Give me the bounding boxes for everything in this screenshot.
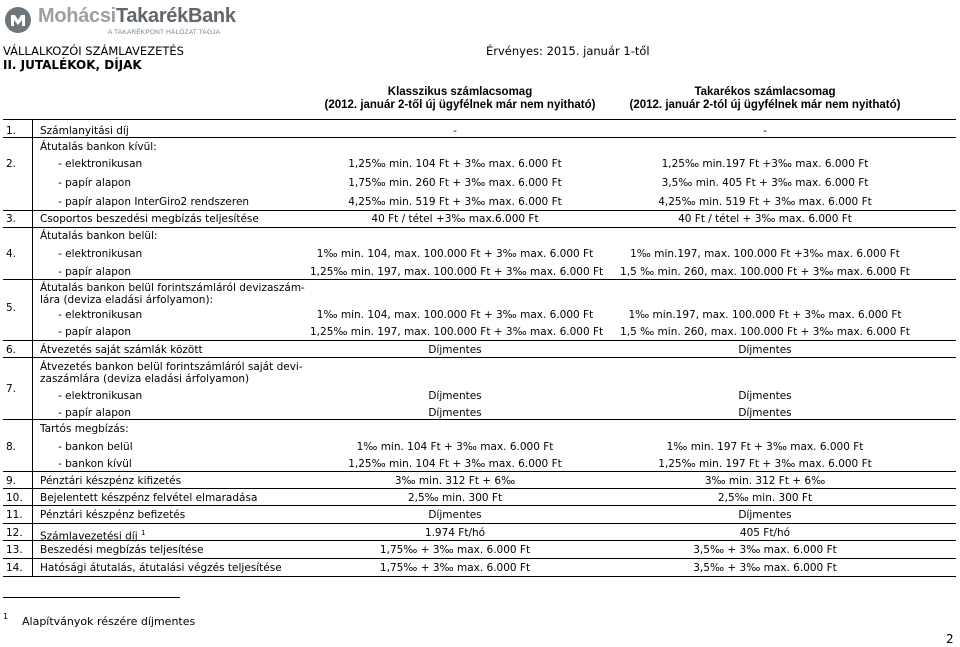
row-number: 12. [6, 527, 23, 539]
klasszikus-value: 1,25‰ min. 104 Ft + 3‰ max. 6.000 Ft [348, 458, 562, 470]
row-divider [3, 210, 956, 211]
row-label: Átvezetés saját számlák között [40, 344, 203, 356]
row-number: 14. [6, 562, 23, 574]
takarekos-value: 1,5 ‰ min. 260, max. 100.000 Ft + 3‰ max. 6.000 Ft [620, 266, 910, 278]
row-number: 10. [6, 492, 23, 504]
row-divider [3, 279, 956, 280]
klasszikus-value: 40 Ft / tétel +3‰ max.6.000 Ft [371, 213, 539, 225]
sub-label: - elektronikusan [58, 158, 143, 170]
row-divider [3, 540, 956, 541]
takarekos-value: 3,5‰ + 3‰ max. 6.000 Ft [693, 562, 837, 574]
takarekos-value: 1‰ min. 197 Ft + 3‰ max. 6.000 Ft [666, 441, 864, 453]
klasszikus-value: 1‰ min. 104, max. 100.000 Ft + 3‰ max. 6.000 Ft [316, 248, 594, 260]
takarekos-value: 405 Ft/hó [739, 527, 791, 539]
takarekos-value: - [763, 125, 767, 137]
row-label: zaszámlára (deviza eladási árfolyamon) [40, 373, 250, 385]
klasszikus-value: Díjmentes [428, 509, 482, 521]
klasszikus-value: 1.974 Ft/hó [424, 527, 486, 539]
sub-label: - elektronikusan [58, 309, 143, 321]
row-number: 13. [6, 544, 23, 556]
row-number: 8. [6, 441, 17, 453]
klasszikus-value: 1,25‰ min. 197, max. 100.000 Ft + 3‰ max. 6.000 Ft [310, 266, 604, 278]
klasszikus-value: Díjmentes [428, 407, 482, 419]
number-column-divider [32, 119, 33, 577]
row-divider [3, 488, 956, 489]
row-divider [3, 505, 956, 506]
klasszikus-value: 1,75‰ min. 260 Ft + 3‰ max. 6.000 Ft [348, 177, 562, 189]
row-label: Pénztári készpénz befizetés [40, 509, 186, 521]
row-label: Tartós megbízás: [40, 423, 129, 435]
row-label: Számlanyitási díj [40, 125, 129, 137]
bank-logo-icon [4, 6, 32, 34]
row-label: Bejelentett készpénz felvétel elmaradása [40, 492, 258, 504]
row-label: Átutalás bankon belül forintszámláról devizaszám- [40, 282, 305, 294]
sub-label: - bankon belül [58, 441, 133, 453]
footnote-text: Alapítványok részére díjmentes [22, 615, 196, 628]
takarekos-value: 3‰ min. 312 Ft + 6‰ [704, 475, 826, 487]
takarekos-value: 1,5 ‰ min. 260, max. 100.000 Ft + 3‰ max. 6.000 Ft [620, 326, 910, 338]
sub-label: - elektronikusan [58, 390, 143, 402]
takarekos-value: Díjmentes [738, 509, 792, 521]
brand-tagline: A TAKARÉKPONT HÁLÓZAT TAGJA [108, 29, 221, 36]
takarekos-value: 1,25‰ min.197 Ft +3‰ max. 6.000 Ft [661, 158, 869, 170]
klasszikus-value: 1,75‰ + 3‰ max. 6.000 Ft [379, 562, 531, 574]
table-bottom-rule [3, 576, 956, 577]
row-divider [3, 227, 956, 228]
sub-label: - papír alapon [58, 177, 131, 189]
row-number: 9. [6, 475, 17, 487]
row-divider [3, 471, 956, 472]
sub-label: - bankon kívül [58, 458, 132, 470]
sub-label: - papír alapon InterGiro2 rendszeren [58, 196, 250, 208]
klasszikus-value: Díjmentes [428, 390, 482, 402]
doc-section-title: II. JUTALÉKOK, DÍJAK [3, 58, 142, 72]
row-number: 3. [6, 213, 17, 225]
sub-label: - papír alapon [58, 407, 131, 419]
row-divider [3, 137, 956, 138]
footnote-separator [3, 597, 180, 598]
klasszikus-value: 1‰ min. 104 Ft + 3‰ max. 6.000 Ft [356, 441, 554, 453]
klasszikus-value: 1,25‰ min. 104 Ft + 3‰ max. 6.000 Ft [348, 158, 562, 170]
row-label: Átutalás bankon kívül: [40, 141, 157, 153]
row-number: 7. [6, 383, 17, 395]
row-number: 1. [6, 125, 17, 137]
row-divider [3, 523, 956, 524]
row-number: 2. [6, 158, 17, 170]
takarekos-value: Díjmentes [738, 407, 792, 419]
row-divider [3, 419, 956, 420]
takarekos-value: 3,5‰ min. 405 Ft + 3‰ max. 6.000 Ft [661, 177, 869, 189]
sub-label: - papír alapon [58, 266, 131, 278]
table-top-rule [3, 119, 956, 120]
row-label: Pénztári készpénz kifizetés [40, 475, 182, 487]
sub-label: - elektronikusan [58, 248, 143, 260]
takarekos-value: 1,25‰ min. 197 Ft + 3‰ max. 6.000 Ft [658, 458, 872, 470]
footnote-mark: 1 [3, 612, 9, 621]
takarekos-value: 2,5‰ min. 300 Ft [717, 492, 813, 504]
takarekos-value: 3,5‰ + 3‰ max. 6.000 Ft [693, 544, 837, 556]
takarekos-value: 1‰ min.197, max. 100.000 Ft +3‰ max. 6.000 Ft [630, 248, 900, 260]
bank-logo [4, 4, 234, 36]
row-label: Beszedési megbízás teljesítése [40, 544, 204, 556]
takarekos-value: Díjmentes [738, 390, 792, 402]
klasszikus-value: Díjmentes [428, 344, 482, 356]
sub-label: - papír alapon [58, 326, 131, 338]
page-number: 2 [946, 632, 954, 646]
brand-name: MohácsiTakarékBank [38, 5, 236, 27]
takarekos-value: Díjmentes [738, 344, 792, 356]
column-header-takarekos: Takarékos számlacsomag (2012. január 2-tól új ügyfélnek már nem nyitható) [629, 86, 901, 111]
column-header-klasszikus: Klasszikus számlacsomag (2012. január 2-től új ügyfélnek már nem nyitható) [324, 86, 596, 111]
takarekos-value: 1‰ min.197, max. 100.000 Ft + 3‰ max. 6.000 Ft [628, 309, 902, 321]
klasszikus-value: 1‰ min. 104, max. 100.000 Ft + 3‰ max. 6.000 Ft [316, 309, 594, 321]
validity-date: Érvényes: 2015. január 1-től [486, 44, 650, 58]
row-label: Hatósági átutalás, átutalási végzés teljesítése [40, 562, 282, 574]
klasszikus-value: 1,25‰ min. 197, max. 100.000 Ft + 3‰ max. 6.000 Ft [310, 326, 604, 338]
row-number: 6. [6, 344, 17, 356]
takarekos-value: 4,25‰ min. 519 Ft + 3‰ max. 6.000 Ft [658, 196, 872, 208]
row-divider [3, 340, 956, 341]
klasszikus-value: 2,5‰ min. 300 Ft [407, 492, 503, 504]
klasszikus-value: - [453, 125, 457, 137]
footnote-ref: 1 [140, 529, 146, 537]
klasszikus-value: 4,25‰ min. 519 Ft + 3‰ max. 6.000 Ft [348, 196, 562, 208]
row-label: Átvezetés bankon belül forintszámláról saját devi- [40, 361, 303, 373]
klasszikus-value: 3‰ min. 312 Ft + 6‰ [394, 475, 516, 487]
row-number: 5. [6, 302, 17, 314]
row-divider [3, 357, 956, 358]
doc-category: VÁLLALKOZÓI SZÁMLAVEZETÉS [3, 44, 184, 58]
row-divider [3, 558, 956, 559]
row-label: Számlavezetési díj $^1$ [40, 529, 146, 543]
row-label: lára (deviza eladási árfolyamon): [40, 294, 214, 306]
klasszikus-value: 1,75‰ + 3‰ max. 6.000 Ft [379, 544, 531, 556]
row-number: 4. [6, 248, 17, 260]
takarekos-value: 40 Ft / tétel + 3‰ max. 6.000 Ft [678, 213, 852, 225]
row-label: Csoportos beszedési megbízás teljesítése [40, 213, 259, 225]
row-label: Átutalás bankon belül: [40, 230, 158, 242]
row-number: 11. [6, 509, 23, 521]
